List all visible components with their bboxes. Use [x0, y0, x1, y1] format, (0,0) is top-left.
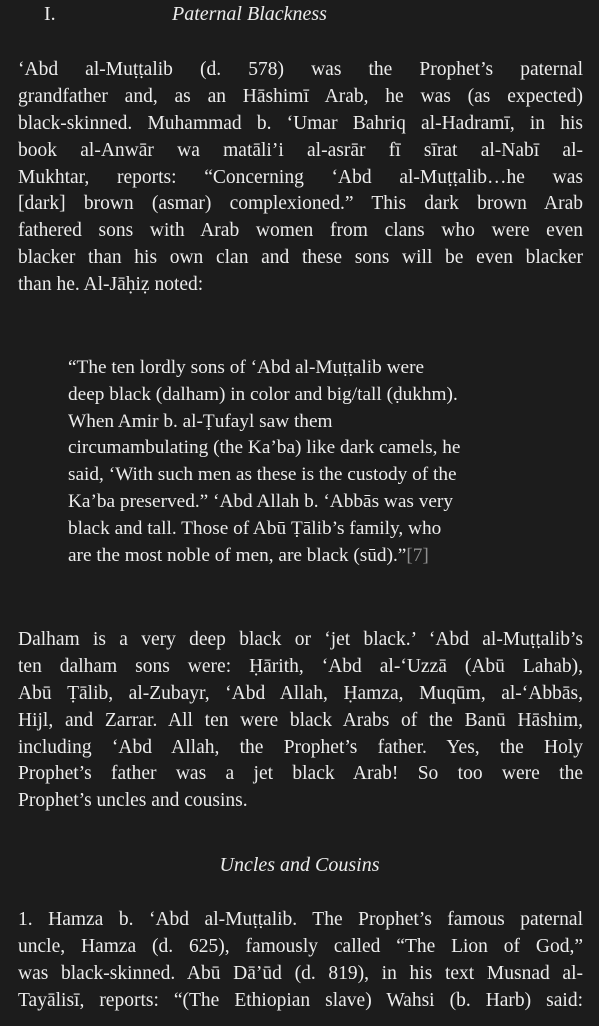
text-line: Prophet’s father was a jet black Arab! So too were the [18, 763, 583, 785]
quote-line-text: are the most noble of men, are black (sūd).” [68, 544, 407, 566]
paragraph-2 [18, 627, 583, 815]
text-line: than he. Al-Jāḥiẓ noted: [18, 274, 204, 296]
text-line: uncle, Hamza (d. 625), famously called “The Lion of God,” [18, 935, 583, 957]
block-quote [68, 355, 535, 569]
text-line: Hijl, and Zarrar. All ten were black Arabs of the Banū Hāshim, [18, 709, 583, 731]
text-line: fathered sons with Arab women from clans who were even [18, 220, 583, 242]
quote-line: deep black (dalham) in color and big/tall (ḍukhm). [68, 383, 458, 405]
text-line: grandfather and, as an Hāshimī Arab, he was (as expected) [18, 85, 583, 107]
quote-line: said, ‘With such men as these is the custody of the [68, 464, 457, 486]
text-line: book al-Anwār wa matāli’i al-asrār fī sīrat al-Nabī al- [18, 139, 583, 161]
text-line: blacker than his own clan and these sons will be even blacker [18, 247, 583, 269]
quote-line: black and tall. Those of Abū Ṭālib’s family, who [68, 517, 442, 539]
text-line: ten dalham sons were: Ḥārith, ‘Abd al-‘Uzzā (Abū Lahab), [18, 655, 583, 677]
text-line: ‘Abd al-Muṭṭalib (d. 578) was the Prophet’s paternal [18, 59, 583, 80]
text-line: Mukhtar, reports: “Concerning ‘Abd al-Muṭṭalib…he was [18, 166, 583, 188]
quote-line: When Amir b. al-Ṭufayl saw them [68, 410, 333, 432]
quote-line: “The ten lordly sons of ‘Abd al-Muṭṭalib were [68, 357, 425, 378]
section-title: Paternal Blackness [172, 3, 327, 25]
text-line: Abū Ṭālib, al-Zubayr, ‘Abd Allah, Ḥamza, Muqūm, al-‘Abbās, [18, 682, 583, 704]
text-line: Dalham is a very deep black or ‘jet black.’ ‘Abd al-Muṭṭalib’s [18, 629, 583, 650]
paragraph-1 [18, 57, 583, 299]
section-heading [0, 0, 599, 30]
footnote-link[interactable]: [7] [406, 544, 429, 566]
text-line: Prophet’s uncles and cousins. [18, 790, 248, 812]
subsection-heading: Uncles and Cousins [219, 854, 380, 876]
text-line: black-skinned. Muhammad b. ‘Umar Bahriq al-Hadramī, in his [18, 112, 583, 134]
text-line: 1. Hamza b. ‘Abd al-Muṭṭalib. The Prophet’s famous paternal [18, 909, 583, 930]
text-line: was black-skinned. Abū Dā’ūd (d. 819), in his text Musnad al- [18, 962, 583, 984]
text-line: including ‘Abd Allah, the Prophet’s father. Yes, the Holy [18, 736, 583, 758]
section-number: I. [44, 3, 56, 25]
quote-line: Ka’ba preserved.” ‘Abd Allah b. ‘Abbās was very [68, 490, 453, 512]
quote-line-final [68, 543, 535, 570]
quote-line: circumambulating (the Ka’ba) like dark camels, he [68, 437, 461, 459]
text-line: Tayālisī, reports: “(The Ethiopian slave) Wahsi (b. Harb) said: [18, 989, 583, 1011]
paragraph-3 [18, 907, 583, 1015]
text-line: [dark] brown (asmar) complexioned.” This dark brown Arab [18, 193, 583, 215]
